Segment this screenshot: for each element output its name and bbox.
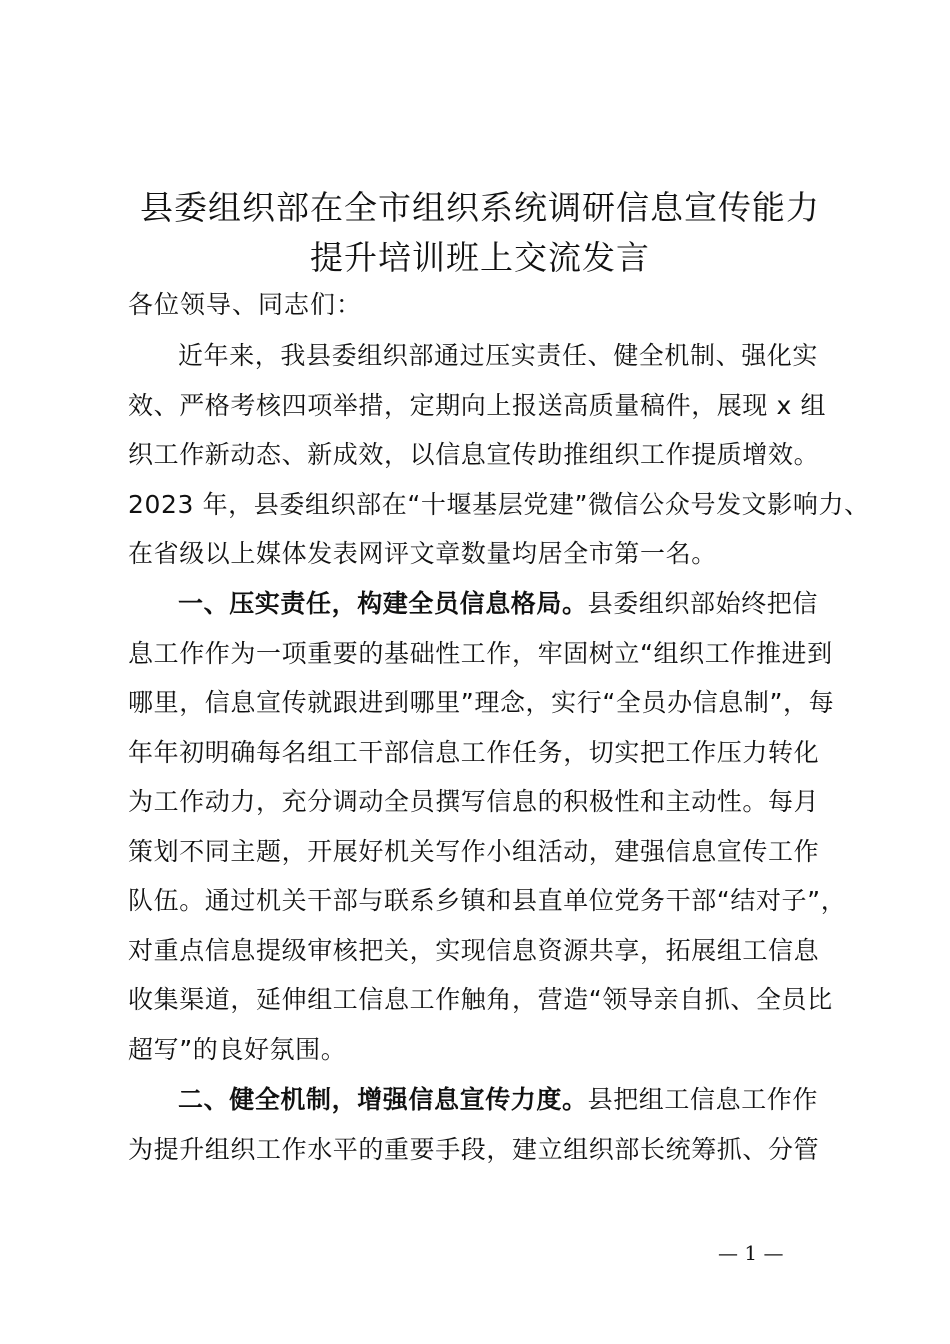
paragraph-line: 在省级以上媒体发表网评文章数量均居全市第一名。 [128,539,717,568]
paragraph-intro [128,331,870,579]
paragraph-line: 哪里，信息宣传就跟进到哪里”理念，实行“全员办信息制”，每 [128,688,835,717]
section-heading: 一、压实责任，构建全员信息格局。 [178,589,588,618]
document-title [100,183,860,283]
section-heading: 二、健全机制，增强信息宣传力度。 [178,1085,588,1114]
paragraph-line: 近年来，我县委组织部通过压实责任、健全机制、强化实 [178,341,819,370]
paragraph-line: 织工作新动态、新成效，以信息宣传助推组织工作提质增效。 [128,440,820,469]
salutation: 各位领导、同志们： [128,290,363,319]
title-line-2: 提升培训班上交流发言 [310,238,650,277]
paragraph-line: 收集渠道，延伸组工信息工作触角，营造“领导亲自抓、全员比 [128,985,833,1014]
paragraph-line: 息工作作为一项重要的基础性工作，牢固树立“组织工作推进到 [128,638,833,668]
paragraph-line: 对重点信息提级审核把关，实现信息资源共享，拓展组工信息 [128,935,820,965]
paragraph-line: 年年初明确每名组工干部信息工作任务，切实把工作压力转化 [128,737,820,767]
section-first-line [128,579,848,629]
paragraph-line: 队伍。通过机关干部与联系乡镇和县直单位党务干部“结对子”， [128,886,847,915]
paragraph-line: 为提升组织工作水平的重要手段，建立组织部长统筹抓、分管 [128,1134,820,1164]
paragraph-line: 为工作动力，充分调动全员撰写信息的积极性和主动性。每月 [128,787,820,816]
paragraph-section-1 [128,579,848,1074]
paragraph-line: 策划不同主题，开展好机关写作小组活动，建强信息宣传工作 [128,836,820,866]
title-line-1: 县委组织部在全市组织系统调研信息宣传能力 [140,188,820,227]
paragraph-section-2 [128,1075,848,1174]
section-text: 县委组织部始终把信 [587,589,819,618]
section-text: 县把组工信息工作作 [587,1085,819,1114]
paragraph-line: 2023 年，县委组织部在“十堰基层党建”微信公众号发文影响力、 [128,489,870,519]
paragraph-line: 效、严格考核四项举措，定期向上报送高质量稿件，展现 x 组 [128,390,827,420]
section-first-line [128,1075,848,1125]
paragraph-line: 超写”的良好氛围。 [128,1034,347,1064]
page-number: — 1 — [718,1241,784,1265]
